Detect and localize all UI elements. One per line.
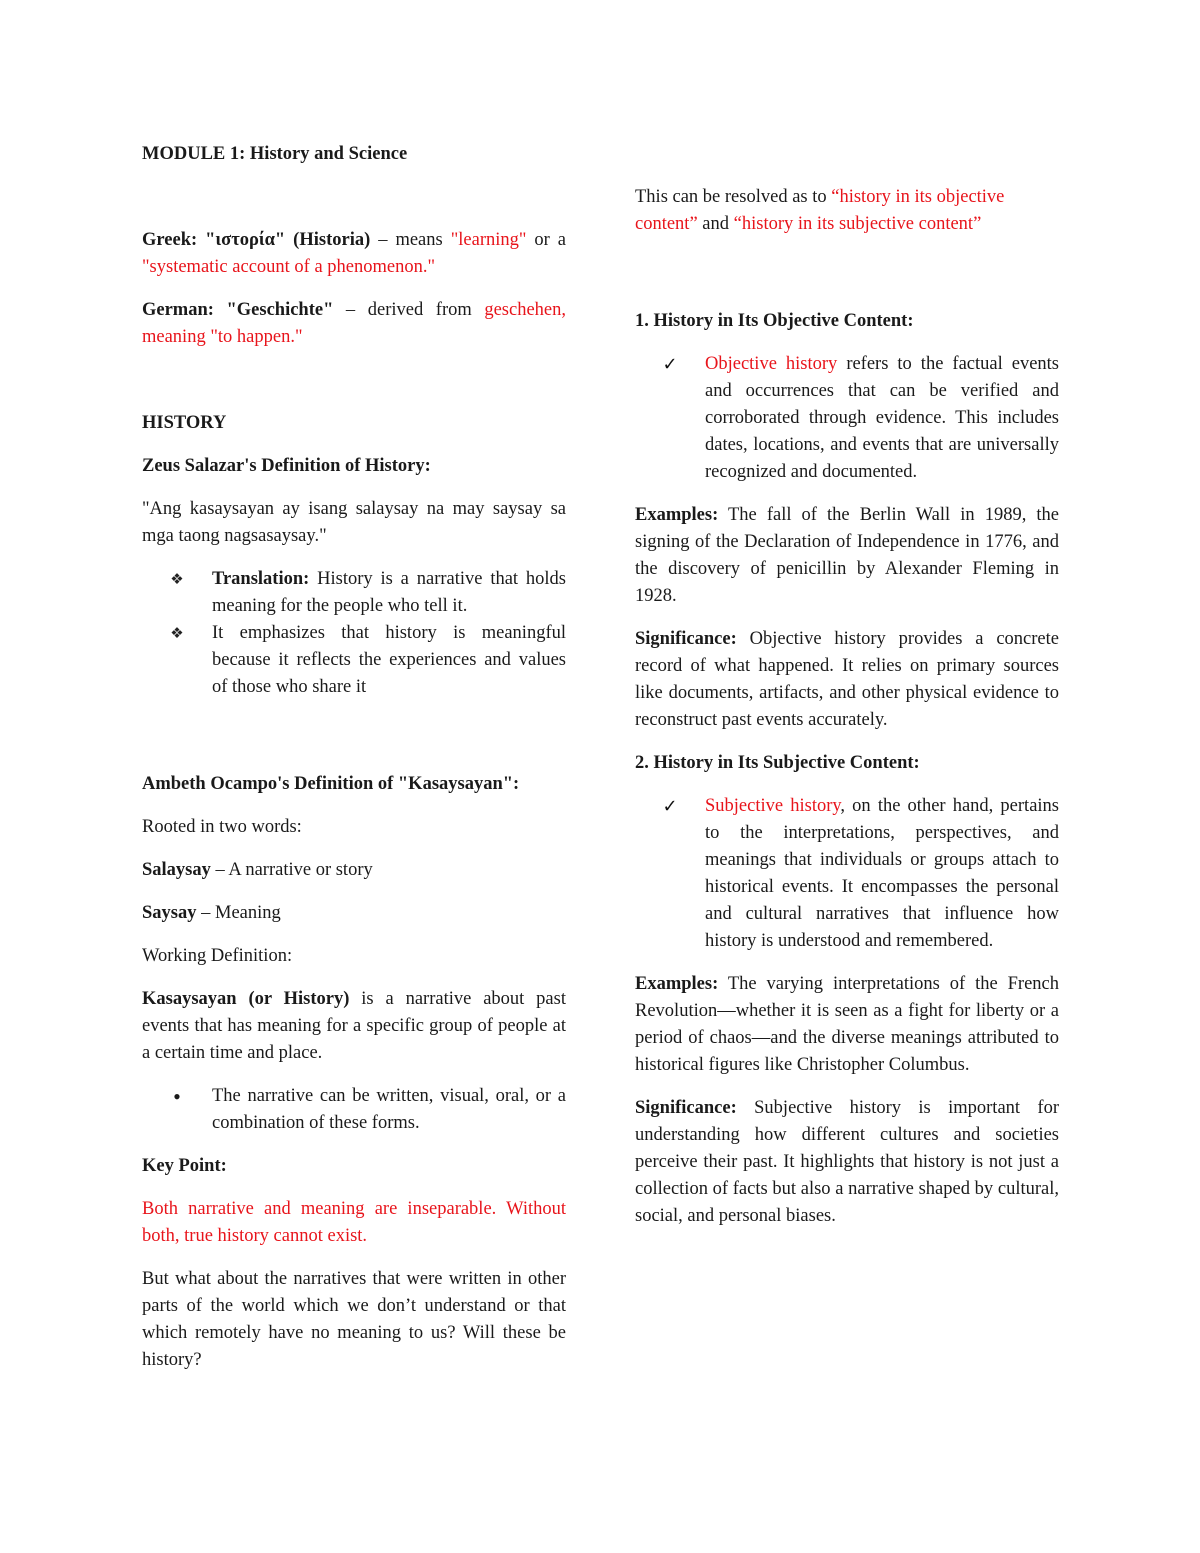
- resolve-text: This can be resolved as to “history in its objective content” and “history in its subjective content”: [635, 187, 1005, 234]
- kasaysayan-def: Kasaysayan (or History) is a narrative about past events that has meaning for a specific group of people at a certain time and place.: [142, 989, 566, 1063]
- list-item: ❖ Translation: History is a narrative that holds meaning for the people who tell it.: [142, 566, 566, 620]
- subjective-bullets: [635, 793, 1059, 955]
- diamond-bullet-icon: ❖: [170, 624, 184, 642]
- salaysay-def: Salaysay – A narrative or story: [142, 860, 373, 880]
- list-item: ✓ Subjective history, on the other hand, pertains to the interpretations, perspectives, and meanings that individuals or groups attach to historical events. It encompasses the personal and cultural narratives that influence how history is understood and remembered.: [635, 793, 1059, 955]
- key-point-text: Both narrative and meaning are inseparable. Without both, true history cannot exist.: [142, 1199, 566, 1246]
- ocampo-heading: Ambeth Ocampo's Definition of "Kasaysayan":: [142, 774, 520, 794]
- left-column: [142, 141, 566, 1374]
- diamond-bullet-icon: ❖: [170, 570, 184, 588]
- salazar-quote: "Ang kasaysayan ay isang salaysay na may saysay sa mga taong nagsasaysay.": [142, 499, 566, 546]
- subjective-examples: Examples: The varying interpretations of the French Revolution—whether it is seen as a fight for liberty or a period of chaos—and the diverse meanings attributed to historical figures like Christopher Columbus.: [635, 974, 1059, 1075]
- check-icon: ✓: [662, 796, 678, 817]
- working-definition-label: Working Definition:: [142, 946, 293, 966]
- list-item: ❖ It emphasizes that history is meaningful because it reflects the experiences and values of those who share it: [142, 620, 566, 701]
- objective-significance: Significance: Objective history provides a concrete record of what happened. It relies on primary sources like documents, artifacts, and other physical evidence to reconstruct past events accurately.: [635, 629, 1059, 730]
- dot-bullet-icon: •: [173, 1084, 181, 1109]
- objective-bullets: [635, 351, 1059, 486]
- salazar-bullets: [142, 566, 566, 701]
- salazar-heading: Zeus Salazar's Definition of History:: [142, 456, 431, 476]
- rooted-text: Rooted in two words:: [142, 817, 302, 837]
- module-title: MODULE 1: History and Science: [142, 144, 408, 164]
- key-point-heading: Key Point:: [142, 1156, 227, 1176]
- saysay-def: Saysay – Meaning: [142, 903, 281, 923]
- right-column: [635, 184, 1059, 1230]
- german-definition: German: "Geschichte" – derived from geschehen, meaning "to happen.": [142, 300, 567, 347]
- objective-heading: 1. History in Its Objective Content:: [635, 311, 914, 331]
- greek-definition: Greek: "ιστορία" (Historia) – means "learning" or a "systematic account of a phenomenon.": [142, 230, 567, 277]
- subjective-heading: 2. History in Its Subjective Content:: [635, 753, 920, 773]
- question-text: But what about the narratives that were written in other parts of the world which we don’t understand or that which remotely have no meaning to us? Will these be history?: [142, 1269, 566, 1370]
- subjective-significance: Significance: Subjective history is important for understanding how different cultures and societies perceive their past. It highlights that history is not just a collection of facts but also a narrative shaped by cultural, social, and personal biases.: [635, 1098, 1059, 1226]
- objective-examples: Examples: The fall of the Berlin Wall in 1989, the signing of the Declaration of Independence in 1776, and the discovery of penicillin by Alexander Fleming in 1928.: [635, 505, 1059, 606]
- history-heading: HISTORY: [142, 413, 227, 433]
- list-item: • The narrative can be written, visual, oral, or a combination of these forms.: [142, 1083, 566, 1137]
- list-item: ✓ Objective history refers to the factual events and occurrences that can be verified and corroborated through evidence. This includes dates, locations, and events that are universally recognized and documented.: [635, 351, 1059, 486]
- check-icon: ✓: [662, 354, 678, 375]
- narrative-bullets: [142, 1083, 566, 1137]
